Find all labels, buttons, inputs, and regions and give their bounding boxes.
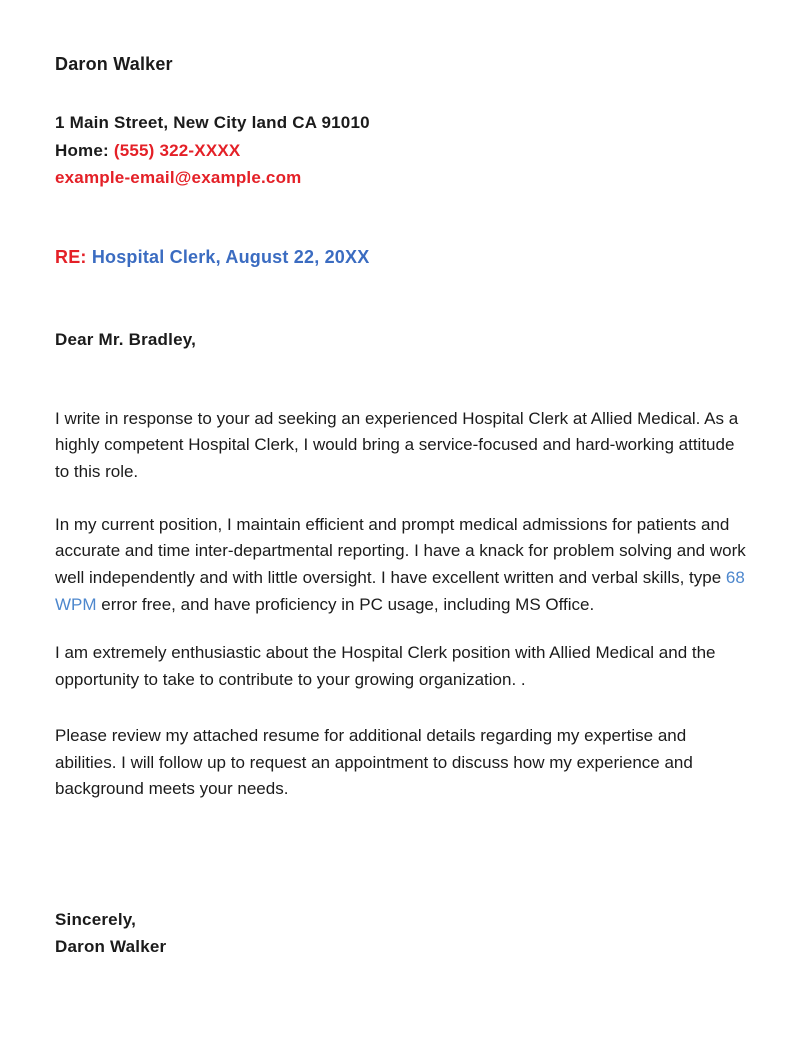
paragraph-2-text-after: error free, and have proficiency in PC usage, including MS Office.: [96, 594, 595, 614]
wpm-highlight: 68 WPM: [55, 568, 745, 614]
body-paragraph-3: I am extremely enthusiastic about the Hospital Clerk position with Allied Medical and the opportunity to take to contribute to your growing organization. .: [55, 643, 716, 690]
subject-text: Hospital Clerk, August 22, 20XX: [91, 246, 370, 267]
body-paragraph-1: I write in response to your ad seeking an experienced Hospital Clerk at Allied Medical. As a highly competent Hospital Clerk, I would bring a service-focused and hard-working attitude to this role.: [55, 408, 739, 481]
subject-line: [55, 244, 748, 271]
signoff: Sincerely,: [55, 909, 137, 929]
home-label: Home:: [55, 140, 109, 160]
sender-name: Daron Walker: [55, 54, 173, 74]
email-address: example-email@example.com: [55, 168, 302, 187]
signature-name: Daron Walker: [55, 937, 167, 957]
sender-address: 1 Main Street, New City land CA 91010: [55, 113, 370, 132]
salutation: Dear Mr. Bradley,: [55, 329, 197, 349]
phone-number: (555) 322-XXXX: [113, 140, 241, 160]
body-paragraph-2: [55, 512, 748, 619]
re-label: RE:: [55, 246, 87, 267]
paragraph-2-text-before: In my current position, I maintain efficient and prompt medical admissions for patients and accurate and time inter-departmental reporting. I have a knack for problem solving and work well independently and with little oversight. I have excellent written and verbal skills, type: [55, 514, 746, 588]
closing-block: [55, 906, 748, 961]
body-paragraph-4: Please review my attached resume for additional details regarding my expertise and abilities. I will follow up to request an appointment to discuss how my experience and background meets your needs.: [55, 725, 693, 799]
contact-block: [55, 109, 748, 192]
phone-line: [55, 137, 748, 165]
